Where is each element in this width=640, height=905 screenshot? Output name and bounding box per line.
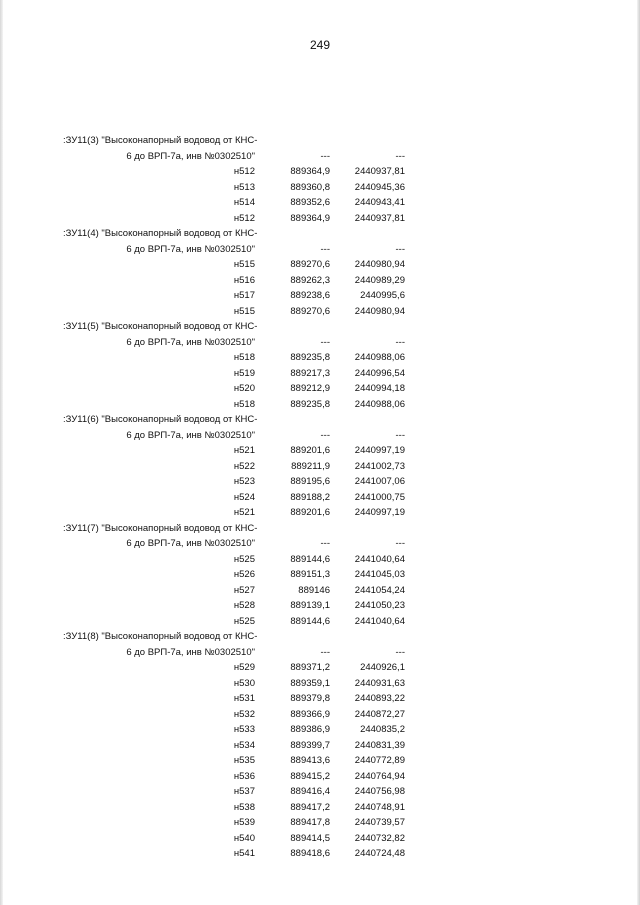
scan-edge-left <box>0 0 3 905</box>
point-id: н520 <box>233 383 255 394</box>
y-coordinate: 2440926,1 <box>360 662 405 673</box>
point-id: н521 <box>233 445 255 456</box>
coordinate-row <box>60 815 405 831</box>
coordinate-row <box>60 753 405 769</box>
y-coordinate: 2440756,98 <box>354 786 405 797</box>
coordinate-row <box>60 397 405 413</box>
x-coordinate: 889415,2 <box>290 770 330 782</box>
section-title-row <box>60 149 405 165</box>
x-placeholder: --- <box>320 243 330 255</box>
coordinate-row <box>60 676 405 692</box>
x-coordinate: 889366,9 <box>290 708 330 720</box>
coordinate-row <box>60 211 405 227</box>
coordinate-row <box>60 443 405 459</box>
point-id: н518 <box>233 398 255 410</box>
y-coordinate: 2440980,94 <box>354 259 405 270</box>
x-coordinate: 889417,8 <box>290 817 330 828</box>
coordinate-row <box>60 784 405 800</box>
coordinate-row <box>60 195 405 211</box>
x-coordinate: 889386,9 <box>290 724 330 735</box>
x-coordinate: 889270,6 <box>290 259 330 270</box>
land-plot-section <box>60 629 405 862</box>
point-id: н539 <box>233 817 255 828</box>
section-title-row <box>60 645 405 661</box>
coordinate-row <box>60 691 405 707</box>
point-id: н512 <box>233 166 255 177</box>
point-id: н538 <box>233 801 255 813</box>
point-id: н515 <box>233 259 255 270</box>
section-title-line-2: 6 до ВРП-7а, инв №0302510" <box>126 646 255 658</box>
y-placeholder: --- <box>395 243 405 255</box>
y-coordinate: 2440995,6 <box>360 290 405 301</box>
x-coordinate: 889235,8 <box>290 352 330 363</box>
point-id: н525 <box>233 615 255 627</box>
coordinate-row <box>60 273 405 289</box>
point-id: н536 <box>233 770 255 782</box>
land-plot-section <box>60 226 405 319</box>
x-coordinate: 889416,4 <box>290 786 330 797</box>
x-coordinate: 889212,9 <box>290 383 330 394</box>
x-coordinate: 889235,8 <box>290 398 330 410</box>
y-coordinate: 2440831,39 <box>354 739 405 751</box>
y-coordinate: 2441040,64 <box>354 615 405 627</box>
point-id: н537 <box>233 786 255 797</box>
section-title-line-1: :ЗУ11(3) "Высоконапорный водовод от КНС- <box>63 135 258 146</box>
x-coordinate: 889211,9 <box>291 460 330 472</box>
point-id: н531 <box>233 693 255 704</box>
point-id: н523 <box>233 476 255 487</box>
point-id: н528 <box>233 600 255 611</box>
point-id: н519 <box>233 367 255 379</box>
coordinate-row <box>60 474 405 490</box>
section-title-line-1: :ЗУ11(4) "Высоконапорный водовод от КНС- <box>63 228 258 239</box>
point-id: н532 <box>233 708 255 720</box>
point-id: н521 <box>233 507 255 518</box>
section-title-line-1: :ЗУ11(5) "Высоконапорный водовод от КНС- <box>63 321 258 332</box>
x-coordinate: 889399,7 <box>290 739 330 751</box>
y-coordinate: 2440988,06 <box>354 352 405 363</box>
section-title-line-1: :ЗУ11(8) "Высоконапорный водовод от КНС- <box>63 631 258 642</box>
x-coordinate: 889262,3 <box>290 274 330 286</box>
y-coordinate: 2440943,41 <box>354 197 405 208</box>
y-placeholder: --- <box>395 429 405 441</box>
section-title-line-2: 6 до ВРП-7а, инв №0302510" <box>126 429 255 441</box>
x-coordinate: 889352,6 <box>290 197 330 208</box>
x-coordinate: 889379,8 <box>290 693 330 704</box>
coordinate-row <box>60 505 405 521</box>
x-placeholder: --- <box>320 336 330 348</box>
page-number: 249 <box>309 38 331 52</box>
y-coordinate: 2440764,94 <box>354 770 405 782</box>
y-placeholder: --- <box>395 336 405 348</box>
point-id: н541 <box>233 848 255 859</box>
y-coordinate: 2440997,19 <box>354 445 405 456</box>
y-coordinate: 2440739,57 <box>354 817 405 828</box>
x-coordinate: 889201,6 <box>290 445 330 456</box>
y-coordinate: 2441050,23 <box>354 600 405 611</box>
y-coordinate: 2441002,73 <box>354 460 405 472</box>
coordinate-row <box>60 459 405 475</box>
coordinate-row <box>60 800 405 816</box>
point-id: н522 <box>233 460 255 472</box>
x-placeholder: --- <box>320 538 330 549</box>
x-coordinate: 889195,6 <box>290 476 330 487</box>
coordinate-row <box>60 257 405 273</box>
point-id: н514 <box>233 197 255 208</box>
land-plot-section <box>60 133 405 226</box>
point-id: н516 <box>233 274 255 286</box>
coordinate-row <box>60 831 405 847</box>
land-plot-section <box>60 412 405 521</box>
point-id: н513 <box>233 181 255 193</box>
x-placeholder: --- <box>320 646 330 658</box>
x-coordinate: 889188,2 <box>290 491 330 503</box>
y-coordinate: 2440989,29 <box>354 274 405 286</box>
point-id: н530 <box>233 677 255 689</box>
x-coordinate: 889417,2 <box>290 801 330 813</box>
x-coordinate: 889413,6 <box>290 755 330 766</box>
coordinate-row <box>60 304 405 320</box>
point-id: н517 <box>233 290 255 301</box>
point-id: н515 <box>233 305 255 317</box>
y-coordinate: 2440893,22 <box>354 693 405 704</box>
point-id: н540 <box>233 832 255 844</box>
section-title-row <box>60 335 405 351</box>
coordinate-row <box>60 707 405 723</box>
coordinate-row <box>60 722 405 738</box>
y-coordinate: 2440994,18 <box>354 383 405 394</box>
y-coordinate: 2441007,06 <box>354 476 405 487</box>
point-id: н529 <box>233 662 255 673</box>
coordinate-row <box>60 614 405 630</box>
x-placeholder: --- <box>320 429 330 441</box>
coordinate-row <box>60 288 405 304</box>
section-title-row <box>60 242 405 258</box>
y-coordinate: 2440835,2 <box>360 724 405 735</box>
point-id: н534 <box>233 739 255 751</box>
x-coordinate: 889146 <box>298 584 330 596</box>
y-coordinate: 2440931,63 <box>354 677 405 689</box>
y-placeholder: --- <box>395 538 405 549</box>
section-title-line-2: 6 до ВРП-7а, инв №0302510" <box>126 150 255 162</box>
coordinate-row <box>60 598 405 614</box>
x-coordinate: 889359,1 <box>290 677 330 689</box>
section-title-line-1: :ЗУ11(7) "Высоконапорный водовод от КНС- <box>63 522 258 534</box>
y-coordinate: 2441045,03 <box>354 569 405 580</box>
x-coordinate: 889201,6 <box>290 507 330 518</box>
y-coordinate: 2440945,36 <box>354 181 405 193</box>
coordinate-row <box>60 660 405 676</box>
x-placeholder: --- <box>320 150 330 162</box>
y-coordinate: 2441040,64 <box>354 553 405 565</box>
section-title-line-2: 6 до ВРП-7а, инв №0302510" <box>126 538 255 549</box>
x-coordinate: 889139,1 <box>290 600 330 611</box>
coordinate-row <box>60 381 405 397</box>
land-plot-section <box>60 521 405 630</box>
section-title-line-2: 6 до ВРП-7а, инв №0302510" <box>126 336 255 348</box>
y-coordinate: 2440996,54 <box>354 367 405 379</box>
y-coordinate: 2440772,89 <box>354 755 405 766</box>
y-coordinate: 2440980,94 <box>354 305 405 317</box>
land-plot-section <box>60 319 405 412</box>
x-coordinate: 889270,6 <box>290 305 330 317</box>
y-coordinate: 2440872,27 <box>354 708 405 720</box>
point-id: н512 <box>233 212 255 224</box>
point-id: н524 <box>233 491 255 503</box>
coordinate-row <box>60 366 405 382</box>
section-title-line-1: :ЗУ11(6) "Высоконапорный водовод от КНС- <box>63 414 258 425</box>
y-placeholder: --- <box>395 150 405 162</box>
x-coordinate: 889418,6 <box>290 848 330 859</box>
point-id: н518 <box>233 352 255 363</box>
point-id: н527 <box>233 584 255 596</box>
x-coordinate: 889217,3 <box>290 367 330 379</box>
coordinate-row <box>60 846 405 862</box>
x-coordinate: 889144,6 <box>290 615 330 627</box>
coordinate-row <box>60 769 405 785</box>
x-coordinate: 889360,8 <box>290 181 330 193</box>
point-id: н526 <box>233 569 255 580</box>
section-title-row <box>60 536 405 552</box>
section-title-row <box>60 428 405 444</box>
coordinates-list <box>60 133 405 862</box>
y-coordinate: 2440748,91 <box>354 801 405 813</box>
x-coordinate: 889238,6 <box>290 290 330 301</box>
coordinate-row <box>60 180 405 196</box>
x-coordinate: 889144,6 <box>290 553 330 565</box>
y-coordinate: 2441054,24 <box>354 584 405 596</box>
coordinate-row <box>60 350 405 366</box>
x-coordinate: 889371,2 <box>290 662 330 673</box>
y-coordinate: 2440732,82 <box>354 832 405 844</box>
point-id: н525 <box>233 553 255 565</box>
y-coordinate: 2440937,81 <box>354 166 405 177</box>
coordinate-row <box>60 490 405 506</box>
point-id: н533 <box>233 724 255 735</box>
x-coordinate: 889364,9 <box>290 166 330 177</box>
y-placeholder: --- <box>395 646 405 658</box>
y-coordinate: 2440988,06 <box>354 398 405 410</box>
y-coordinate: 2441000,75 <box>354 491 405 503</box>
coordinate-row <box>60 583 405 599</box>
section-title-line-2: 6 до ВРП-7а, инв №0302510" <box>126 243 255 255</box>
x-coordinate: 889364,9 <box>290 212 330 224</box>
y-coordinate: 2440997,19 <box>354 507 405 518</box>
y-coordinate: 2440724,48 <box>354 848 405 859</box>
coordinate-row <box>60 567 405 583</box>
y-coordinate: 2440937,81 <box>354 212 405 224</box>
coordinate-row <box>60 164 405 180</box>
point-id: н535 <box>233 755 255 766</box>
coordinate-row <box>60 552 405 568</box>
coordinate-row <box>60 738 405 754</box>
x-coordinate: 889151,3 <box>290 569 330 580</box>
x-coordinate: 889414,5 <box>290 832 330 844</box>
